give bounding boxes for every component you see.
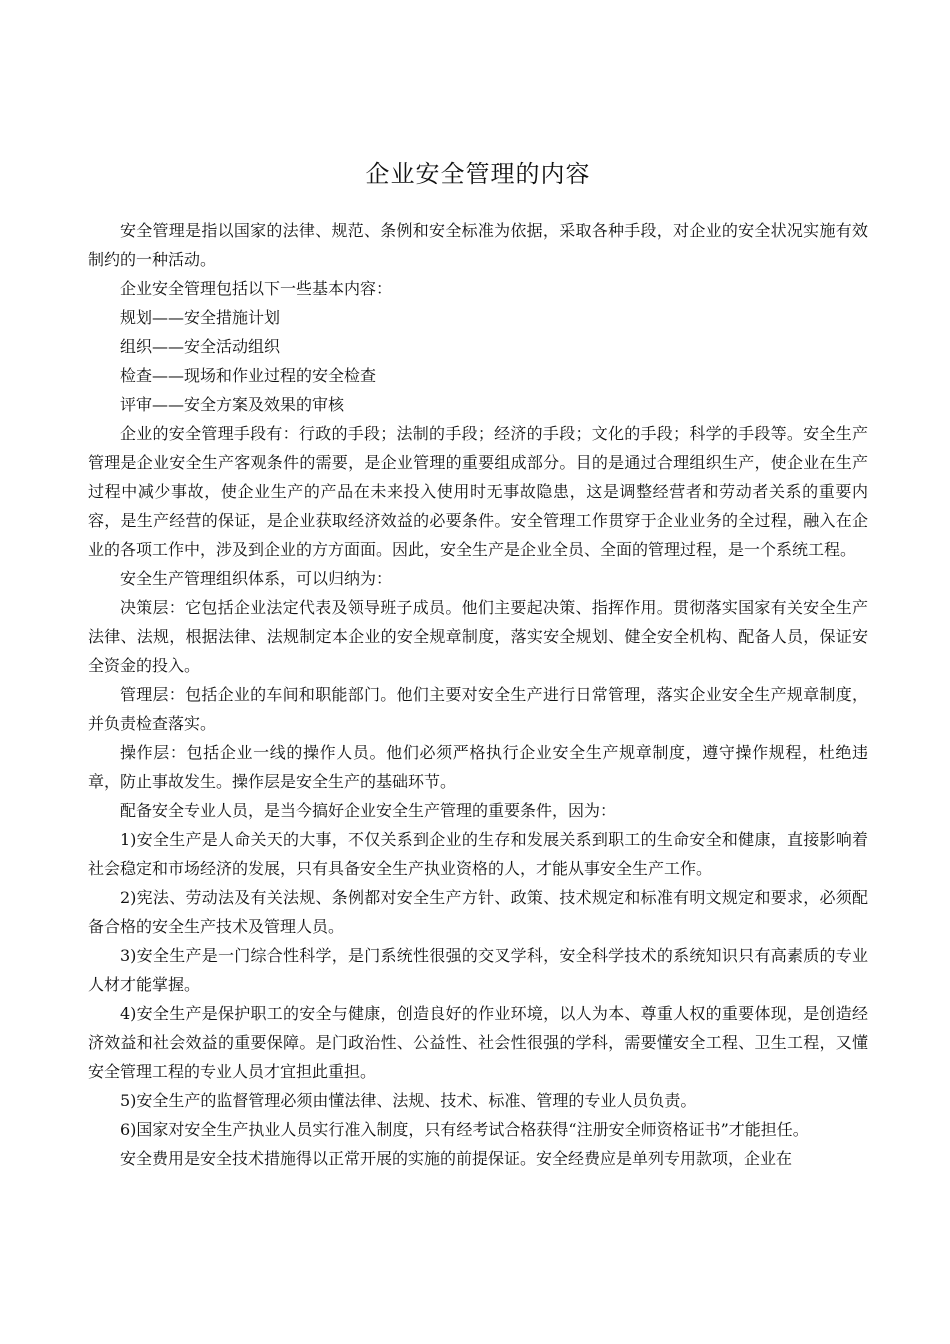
list-item: 规划——安全措施计划 <box>120 308 281 327</box>
list-item: 检查——现场和作业过程的安全检查 <box>120 366 377 385</box>
paragraph: 安全生产管理组织体系，可以归纳为： <box>120 569 393 588</box>
numbered-item: 2)宪法、劳动法及有关法规、条例都对安全生产方针、政策、技术规定和标准有明文规定和要求，必须配备合格的安全生产技术及管理人员。 <box>88 888 868 936</box>
numbered-item: 6)国家对安全生产执业人员实行准入制度，只有经考试合格获得“注册安全师资格证书”才能担任。 <box>120 1120 809 1139</box>
numbered-item: 4)安全生产是保护职工的安全与健康，创造良好的作业环境，以人为本、尊重人权的重要体现，是创造经济效益和社会效益的重要保障。是门政治性、公益性、社会性很强的学科，需要懂安全工程、卫生工程，又懂安全管理工程的专业人员才宜担此重担。 <box>88 1004 868 1081</box>
paragraph: 操作层：包括企业一线的操作人员。他们必须严格执行企业安全生产规章制度，遵守操作规程，杜绝违章，防止事故发生。操作层是安全生产的基础环节。 <box>88 743 868 791</box>
numbered-item: 1)安全生产是人命关天的大事，不仅关系到企业的生存和发展关系到职工的生命安全和健康，直接影响着社会稳定和市场经济的发展，只有具备安全生产执业资格的人，才能从事安全生产工作。 <box>88 830 868 878</box>
paragraph: 配备安全专业人员，是当今搞好企业安全生产管理的重要条件，因为： <box>120 801 617 820</box>
list-item: 组织——安全活动组织 <box>120 337 281 356</box>
numbered-item: 5)安全生产的监督管理必须由懂法律、法规、技术、标准、管理的专业人员负责。 <box>120 1091 697 1110</box>
list-item: 评审——安全方案及效果的审核 <box>120 395 345 414</box>
paragraph: 企业的安全管理手段有：行政的手段；法制的手段；经济的手段；文化的手段；科学的手段等。安全生产管理是企业安全生产客观条件的需要，是企业管理的重要组成部分。目的是通过合理组织生产，使企业在生产过程中减少事故，使企业生产的产品在未来投入使用时无事故隐患，这是调整经营者和劳动者关系的重要内容，是生产经营的保证，是企业获取经济效益的必要条件。安全管理工作贯穿于企业业务的全过程，融入在企业的各项工作中，涉及到企业的方方面面。因此，安全生产是企业全员、全面的管理过程，是一个系统工程。 <box>88 424 868 559</box>
document-page <box>88 152 868 1173</box>
paragraph: 安全管理是指以国家的法律、规范、条例和安全标准为依据，采取各种手段，对企业的安全状况实施有效制约的一种活动。 <box>88 221 868 269</box>
document-body <box>88 216 868 1173</box>
paragraph: 管理层：包括企业的车间和职能部门。他们主要对安全生产进行日常管理，落实企业安全生产规章制度，并负责检查落实。 <box>88 685 868 733</box>
document-title: 企业安全管理的内容 <box>365 160 591 188</box>
paragraph: 安全费用是安全技术措施得以正常开展的实施的前提保证。安全经费应是单列专用款项，企业在 <box>120 1149 793 1168</box>
paragraph: 决策层：它包括企业法定代表及领导班子成员。他们主要起决策、指挥作用。贯彻落实国家有关安全生产法律、法规，根据法律、法规制定本企业的安全规章制度，落实安全规划、健全安全机构、配备人员，保证安全资金的投入。 <box>88 598 868 675</box>
paragraph: 企业安全管理包括以下一些基本内容： <box>120 279 393 298</box>
numbered-item: 3)安全生产是一门综合性科学，是门系统性很强的交叉学科，安全科学技术的系统知识只有高素质的专业人材才能掌握。 <box>88 946 868 994</box>
